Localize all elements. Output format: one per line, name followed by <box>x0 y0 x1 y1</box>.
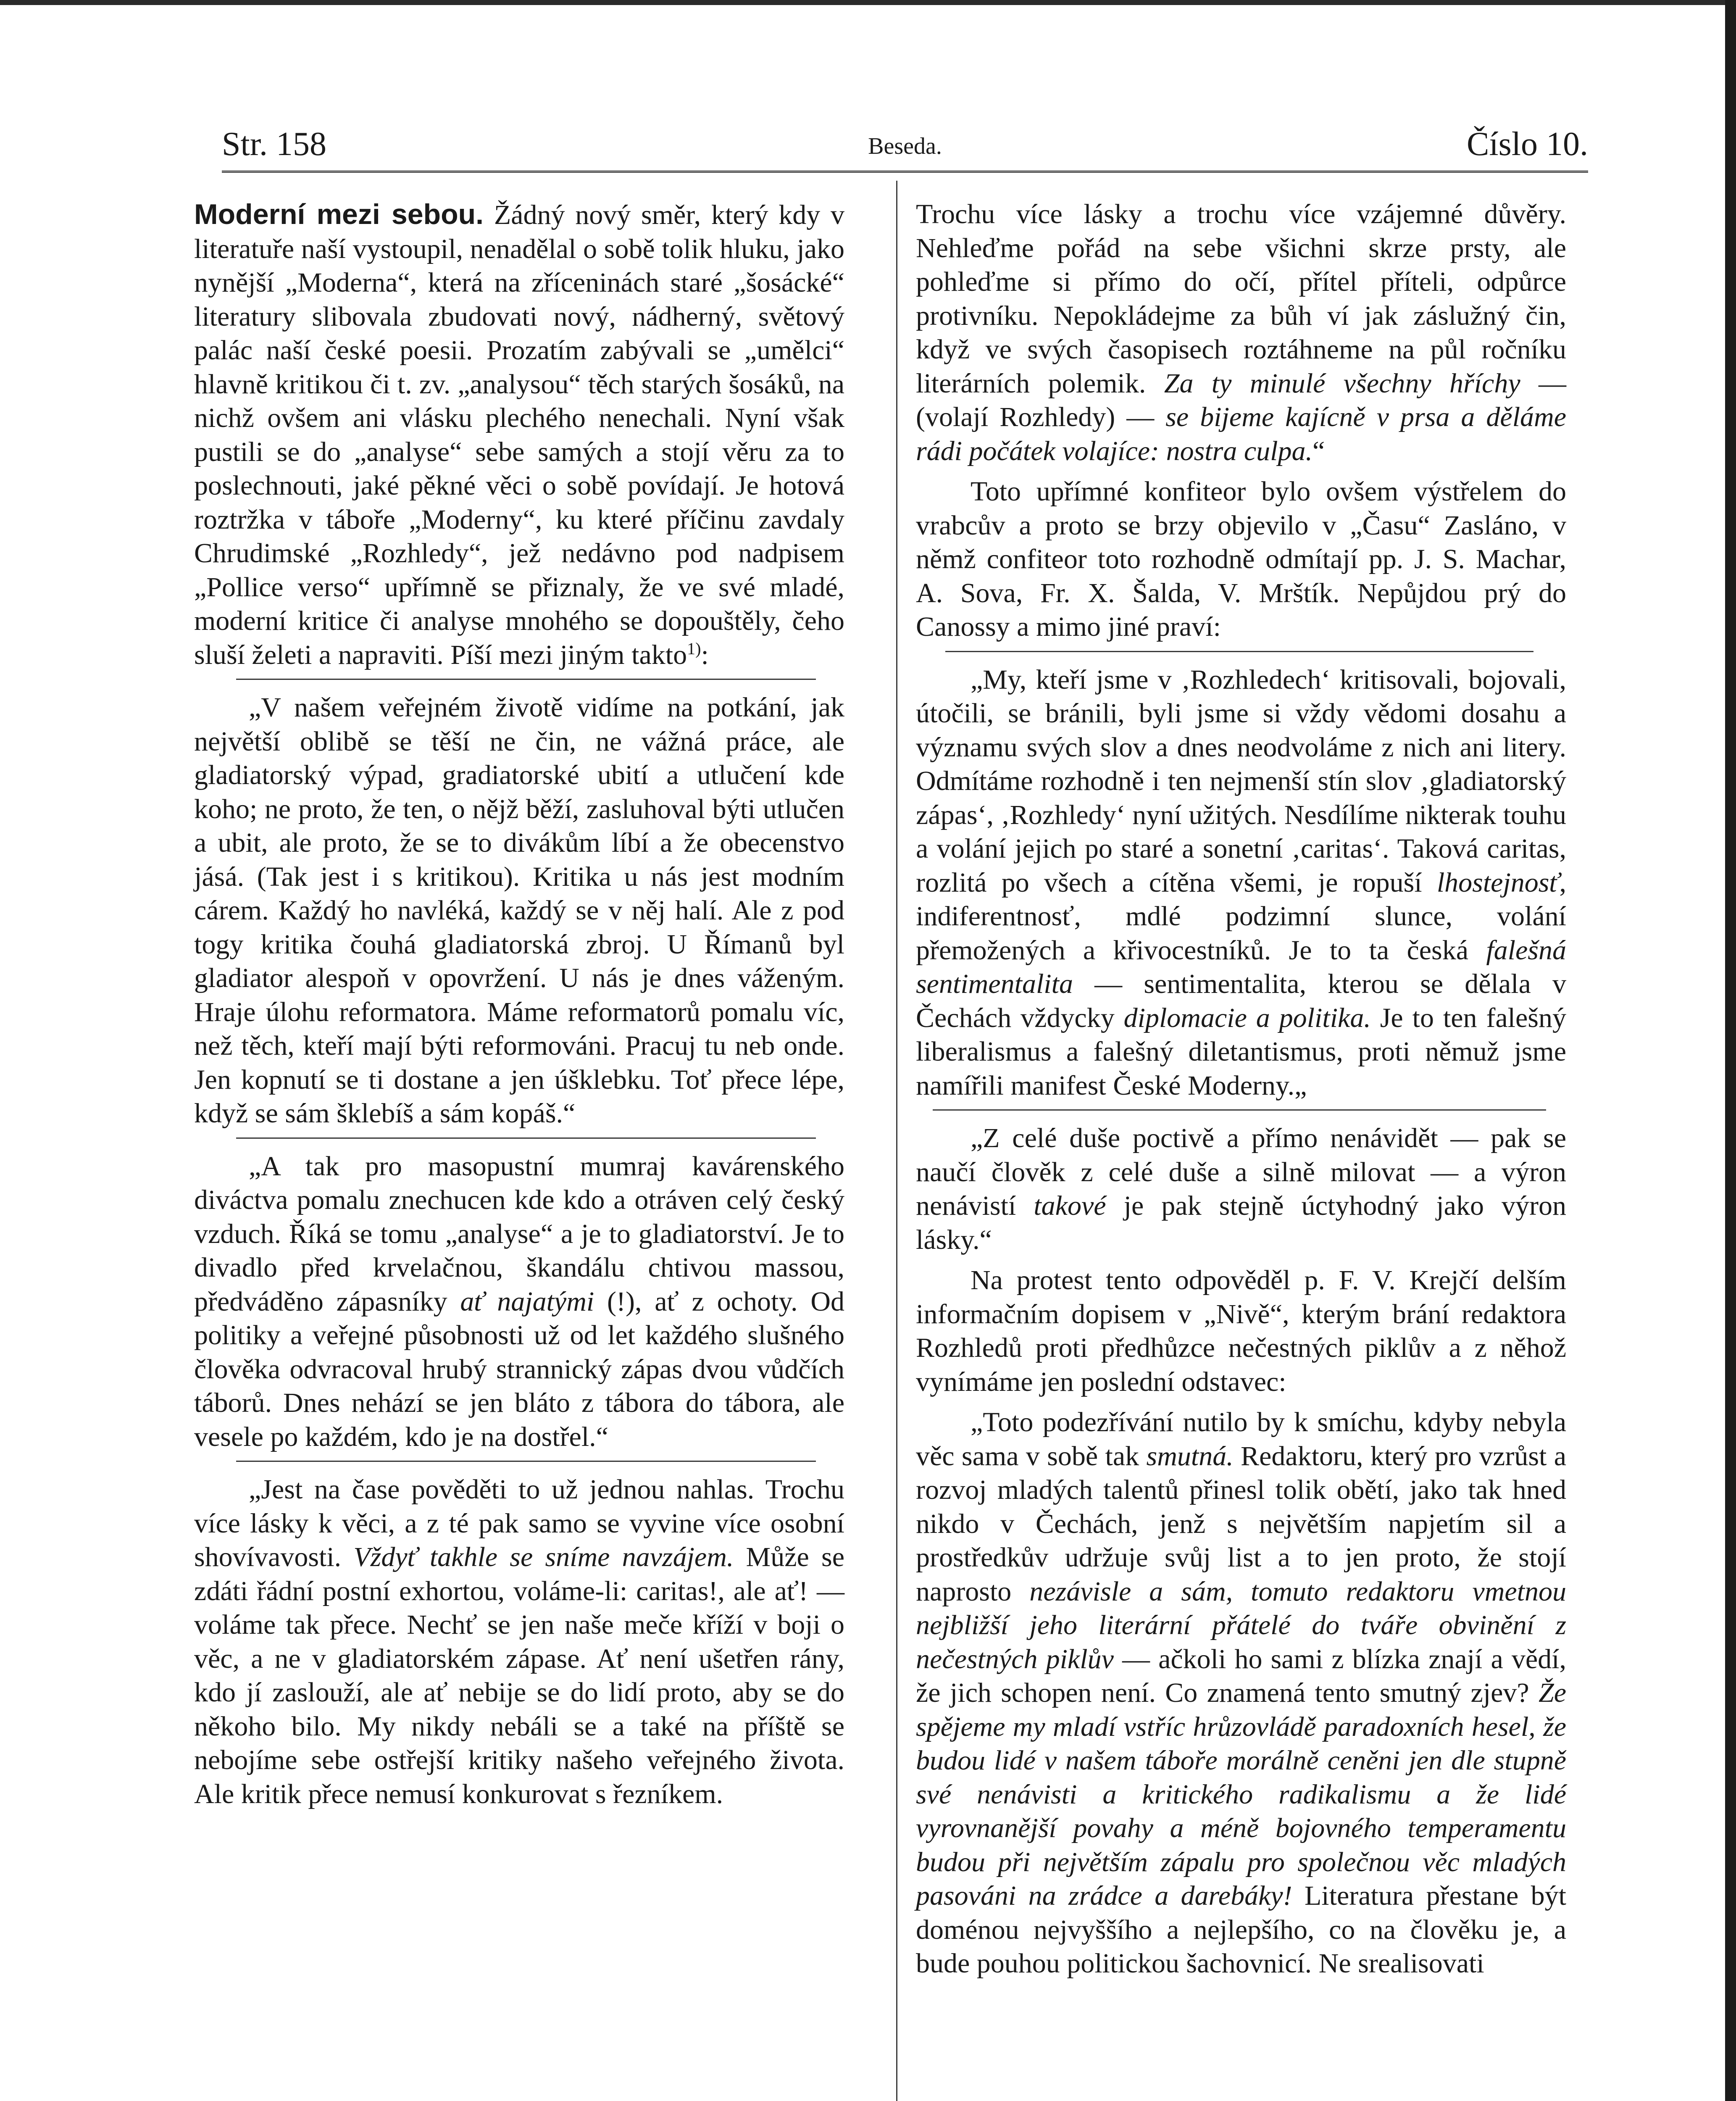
intro-end: : <box>701 639 709 670</box>
narrative-paragraph-1: Toto upřímné konfiteor bylo ovšem výstřelem do vrabcův a proto se brzy objevilo v „Času“ Zasláno, v němž confiteor toto rozhodně odmítají pp. J. S. Machar, A. Sova, Fr. X. Šalda, V. Mrštík. Nepůjdou prý do Canossy a mimo jiné praví: <box>916 476 1566 642</box>
page-number: Str. 158 <box>222 126 326 163</box>
footnote-ref: 1) <box>687 639 701 658</box>
scan-border-top <box>0 0 1736 5</box>
running-title: Beseda. <box>868 133 942 159</box>
issue-number: Číslo 10. <box>1467 126 1588 163</box>
quote-paragraph-6: „Toto podezřívání nutilo by k smíchu, kdyby nebyla věc sama v sobě tak smutná. Redaktoru, který pro vzrůst a rozvoj mladých talentů přinesl tolik obětí, jako tak hned nikdo v Čechách, jenž s největším napjetím sil a prostředkův udržuje svůj list a to jen proto, že stojí naprosto nezávisle a sám, tomuto redaktoru vmetnou nejbližší jeho literární přátelé do tváře obvinění z nečestných piklův — ačkoli ho sami z blízka znají a vědí, že jich schopen není. Co znamená tento smutný zjev? Že spějeme my mladí vstříc hrůzovládě paradoxních hesel, že budou lidé v našem táboře morálně ceněni jen dle stupně své nenávisti a kritického radikalismu a že lidé vyrovnanější povahy a méně bojovného temperamentu budou při největším zápalu pro společnou věc mladých pasováni na zrádce a darebáky! Literatura přestane být doménou nejvyššího a nejlepšího, co na člověku je, a bude pouhou politickou šachovnicí. Ne srealisovati <box>916 1407 1567 1979</box>
quote-separator <box>236 1461 816 1466</box>
column-divider <box>896 181 897 2101</box>
quote-separator <box>945 651 1533 656</box>
article-title: Moderní mezi sebou. <box>194 198 484 230</box>
quote-paragraph-5: „Z celé duše poctivě a přímo nenávidět — pak se naučí člověk z celé duše a silně milovat — a výron nenávistí takové je pak stejně úctyhodný jako výron lásky.“ <box>916 1123 1566 1255</box>
quote-separator <box>933 1109 1546 1115</box>
quote-paragraph-4: „My, kteří jsme v ‚Rozhledech‘ kritisovali, bojovali, útočili, se bránili, byli jsme si vždy vědomi dosahu a významu svých slov a dnes neodvoláme z nich ani litery. Odmítáme rozhodně i ten nejmenší stín slov ‚gladiatorský zápas‘, ‚Rozhledy‘ nyní užitých. Nesdílíme nikterak touhu a volání jejich po staré a sonetní ‚caritas‘. Taková caritas, rozlitá po všech a cítěna všemi, je ropuší lhostejnosť, indiferentnosť, mdlé podzimní slunce, volání přemožených a křivocestníků. Je to ta česká falešná sentimentalita — sentimentalita, kterou se dělala v Čechách vždycky diplomacie a politika. Je to ten falešný liberalismus a falešný diletantismus, proti němuž jsme namířili manifest České Moderny.„ <box>916 664 1566 1101</box>
quote-continuation: Trochu více lásky a trochu více vzájemné důvěry. Nehleďme pořád na sebe všichni skrze prsty, ale pohleďme si přímo do očí, přítel příteli, odpůrce protivníku. Nepokládejme za bůh ví jak záslužný čin, když ve svých časopisech roztáhneme na půl ročníku literárních polemik. Za ty minulé všechny hříchy — (volají Rozhledy) — se bijeme kajícně v prsa a děláme rádi počátek volajíce: nostra culpa.“ <box>916 199 1567 466</box>
narrative-paragraph-2: Na protest tento odpověděl p. F. V. Krejčí delším informačním dopisem v „Nivě“, kterým brání redaktora Rozhledů proti předhůzce nečestných piklův a z něhož vynímáme jen poslední odstavec: <box>916 1265 1566 1397</box>
quote-paragraph-3: „Jest na čase pověděti to už jednou nahlas. Trochu více lásky k věci, a z té pak samo se vyvine více osobní shovívavosti. Vždyť takhle se snímе navzájem. Může se zdáti řádní postní exhortou, voláme-li: caritas!, ale ať! — voláme tak přece. Nechť se jen naše meče kříží v boji o věc, a ne v gladiatorském zápase. Ať není ušetřen rány, kdo jí zaslouží, ale ať nebije se do lidí proto, aby se do někoho bilo. My nikdy nebáli se a také na příště se nebojíme sebe ostřejší kritiky našeho veřejného života. Ale kritik přece nemusí konkurovat s řezníkem. <box>194 1474 844 1809</box>
header-rule <box>222 171 1588 173</box>
left-column <box>194 197 844 2101</box>
scan-border-right <box>1725 0 1736 2101</box>
article-intro-paragraph <box>194 197 844 672</box>
quote-separator <box>236 1137 816 1143</box>
quote-separator <box>236 679 816 684</box>
quote-paragraph-1: „V našem veřejném životě vidíme na potkání, jak největší oblibě se těší ne čin, ne vážná práce, ale gladiatorský výpad, gradiatorské ubití a utlučení kde koho; ne proto, že ten, o nějž běží, zasluhoval býti utlučen a ubit, ale proto, že se to divákům líbí a že obecenstvo jásá. (Tak jest i s kritikou). Kritika u nás jest modním cárem. Každý ho navléká, každý se v něj halí. Ale z pod togy kritika čouhá gladiatorská zbroj. U Římanů byl gladiator alespoň v opovržení. U nás je dnes váženým. Hraje úlohu reformatora. Máme reformatorů pomalu víc, než těch, kteří mají býti reformováni. Pracuj tu neb onde. Jen kopnutí se ti dostane a jen úšklebku. Toť přece lépe, když se sám šklebíš a sám kopáš.“ <box>194 692 844 1129</box>
intro-text: Žádný nový směr, který kdy v literatuře naší vystoupil, nenadělal o sobě tolik hluku, jako nynější „Moderna“, která na zříceninách staré „šosácké“ literatury slibovala zbudovati nový, nádherný, světový palác naší české poesii. Prozatím zabývali se „umělci“ hlavně kritikou či t. zv. „analysou“ těch starých šosáků, na nichž ovšem ani vlásku plechého nenechali. Nyní však pustili se do „analyse“ sebe samých a stojí věru za to poslechnouti, jaké pěkné věci o sobě povídají. Je hotová roztržka v táboře „Moderny“, ku které příčinu zavdaly Chrudimské „Rozhledy“, jež nedávno pod nadpisem „Pollice verso“ upřímně se přiznaly, že ve své mladé, moderní kritice či analyse mnohého se dopouštěly, čeho sluší želeti a napraviti. Píší mezi jiným takto <box>194 200 845 670</box>
quote-paragraph-2: „A tak pro masopustní mumraj kavárenského diváctva pomalu znechucen kde kdo a otráven celý český vzduch. Říká se tomu „analyse“ a je to gladiatorství. Je to divadlo před krvelačnou, škandálu chtivou massou, předváděno zápasníky ať najatými (!), ať z ochoty. Od politiky a veřejné působnosti už od let každého slušného člověka odvracoval hrubý strannický zápas dvou vůdčích táborů. Dnes nehází se jen bláto z tábora do tábora, ale vesele po každém, kdo je na dostřel.“ <box>194 1151 845 1452</box>
right-column <box>916 197 1566 2101</box>
